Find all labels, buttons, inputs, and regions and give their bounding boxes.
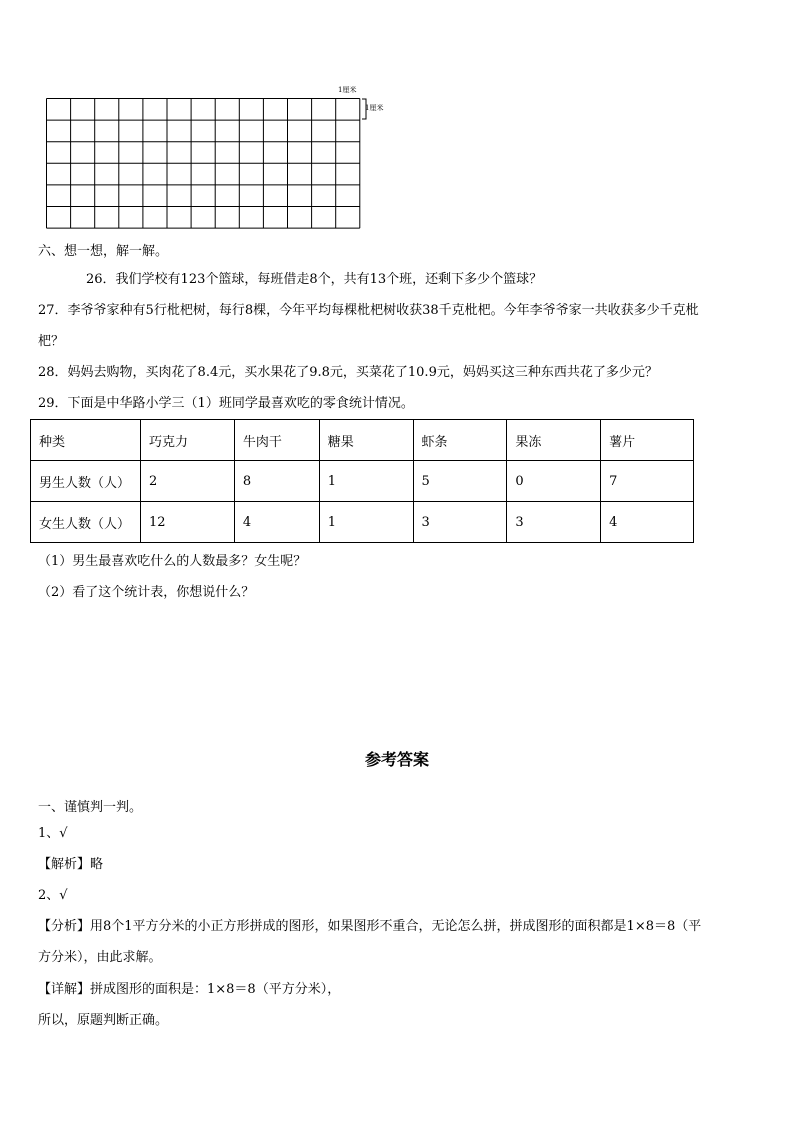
table-cell: 5 xyxy=(413,461,507,502)
table-cell: 3 xyxy=(413,502,507,543)
table-cell: 薯片 xyxy=(601,420,694,461)
table-cell: 7 xyxy=(601,461,694,502)
answer-1: 1、√ xyxy=(38,826,68,841)
table-cell: 巧克力 xyxy=(140,420,234,461)
table-cell: 虾条 xyxy=(413,420,507,461)
scale-label-top: 1厘米 xyxy=(338,86,357,94)
table-cell: 4 xyxy=(601,502,694,543)
question-27-line1: 27．李爷爷家种有5行枇杷树，每行8棵，今年平均每棵枇杷树收获38千克枇杷。今年李爷爷家一共收获多少千克枇 xyxy=(38,303,699,318)
square-grid xyxy=(46,98,390,232)
table-cell: 女生人数（人） xyxy=(31,502,141,543)
table-cell: 糖果 xyxy=(319,420,413,461)
table-cell: 果冻 xyxy=(507,420,601,461)
answer-2-analysis-line2: 方分米），由此求解。 xyxy=(38,950,162,965)
answer-2-conclusion: 所以，原题判断正确。 xyxy=(38,1013,169,1028)
question-27-line2: 杷？ xyxy=(38,334,65,349)
answer-2-analysis-line1: 【分析】用8个1平方分米的小正方形拼成的图形，如果图形不重合，无论怎么拼，拼成图形的面积都是1×8＝8（平 xyxy=(38,919,702,934)
answers-title: 参考答案 xyxy=(364,750,429,769)
table-cell: 2 xyxy=(140,461,234,502)
table-row-header xyxy=(31,420,694,461)
table-cell: 牛肉干 xyxy=(234,420,319,461)
table-row-boys xyxy=(31,461,694,502)
scale-label-right: 1厘米 xyxy=(365,104,384,112)
table-cell: 1 xyxy=(319,502,413,543)
question-29: 29．下面是中华路小学三（1）班同学最喜欢吃的零食统计情况。 xyxy=(38,396,414,411)
table-cell: 1 xyxy=(319,461,413,502)
answers-section-1: 一、谨慎判一判。 xyxy=(38,800,143,815)
sub-question-1: （1）男生最喜欢吃什么的人数最多？女生呢？ xyxy=(38,554,307,569)
section-heading-6: 六、想一想，解一解。 xyxy=(38,244,169,259)
table-cell: 12 xyxy=(140,502,234,543)
table-cell: 男生人数（人） xyxy=(31,461,141,502)
table-cell: 4 xyxy=(234,502,319,543)
answer-2-detail: 【详解】拼成图形的面积是：1×8＝8（平方分米）， xyxy=(38,982,341,997)
answer-2: 2、√ xyxy=(38,888,68,903)
table-row-girls xyxy=(31,502,694,543)
answer-1-note: 【解析】略 xyxy=(38,857,104,872)
table-cell: 种类 xyxy=(31,420,141,461)
table-cell: 3 xyxy=(507,502,601,543)
sub-question-2: （2）看了这个统计表，你想说什么？ xyxy=(38,585,255,600)
snack-statistics-table xyxy=(30,419,694,543)
question-26: 26．我们学校有123个篮球，每班借走8个，共有13个班，还剩下多少个篮球？ xyxy=(86,272,543,287)
question-28: 28．妈妈去购物，买肉花了8.4元，买水果花了9.8元，买菜花了10.9元，妈妈买这三种东西共花了多少元？ xyxy=(38,365,658,380)
table-cell: 0 xyxy=(507,461,601,502)
table-cell: 8 xyxy=(234,461,319,502)
